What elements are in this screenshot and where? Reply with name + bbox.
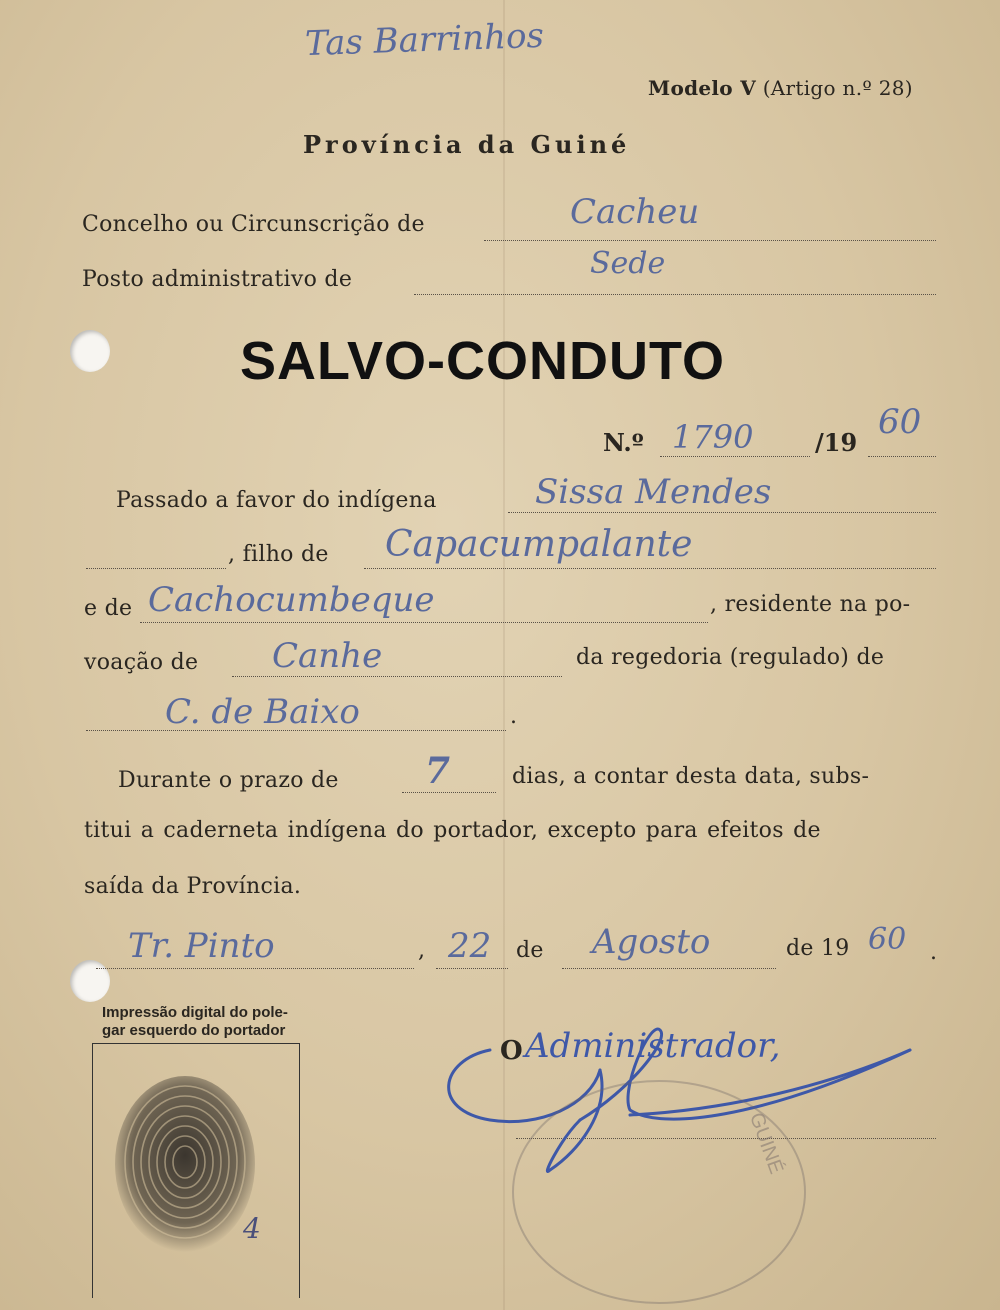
modelo-article: (Artigo n.º 28) [762, 76, 913, 100]
fingerprint-caption-2: gar esquerdo do portador [102, 1022, 286, 1039]
indigena-name: Sissa Mendes [535, 472, 772, 512]
date-day: 22 [448, 926, 492, 966]
date-comma: , [418, 938, 426, 963]
number-label: N.º [603, 428, 644, 457]
filho-dotted-line-left [86, 568, 226, 569]
handwritten-annotation: Tas Barrinhos [304, 15, 545, 65]
passado-label: Passado a favor do indígena [116, 488, 437, 513]
place-dotted-line [96, 968, 414, 969]
concelho-label: Concelho ou Circunscrição de [82, 212, 425, 237]
year-prefix: /19 [815, 428, 858, 457]
concelho-value: Cacheu [570, 192, 700, 232]
date-year: 60 [868, 922, 907, 957]
document-title: SALVO-CONDUTO [240, 331, 725, 391]
date-end: . [930, 940, 938, 965]
regedoria-label: da regedoria (regulado) de [576, 645, 885, 670]
year-dotted-line [868, 456, 936, 457]
concelho-dotted-line [484, 240, 936, 241]
filho-label: , filho de [228, 542, 329, 567]
thumbprint-image [93, 1044, 299, 1298]
povoacao-dotted-line [232, 676, 562, 677]
official-stamp [512, 1080, 806, 1304]
province-heading: Província da Guiné [303, 130, 631, 159]
prazo-dotted-line [402, 792, 496, 793]
date-place: Tr. Pinto [128, 926, 275, 966]
povoacao-value: Canhe [272, 636, 383, 676]
posto-label: Posto administrativo de [82, 267, 353, 292]
fingerprint-mark: 4 [243, 1212, 261, 1245]
regulado-value: C. de Baixo [165, 692, 360, 732]
number-value: 1790 [672, 418, 754, 456]
modelo-label: Modelo V [648, 76, 757, 100]
e-de-label: e de [84, 596, 133, 621]
regulado-end: . [510, 704, 518, 729]
fingerprint-caption-1: Impressão digital do pole- [102, 1004, 288, 1021]
date-de-2: de 19 [786, 936, 850, 961]
fingerprint-box [92, 1043, 300, 1298]
residente-label: , residente na po- [710, 592, 911, 617]
indigena-dotted-line [508, 512, 936, 513]
posto-dotted-line [414, 294, 936, 295]
date-de-1: de [516, 938, 544, 963]
mother-name: Cachocumbeque [148, 580, 435, 620]
father-dotted-line [364, 568, 936, 569]
punch-hole-top [70, 330, 110, 372]
prazo-value: 7 [425, 750, 451, 792]
father-name: Capacumpalante [385, 524, 693, 565]
day-dotted-line [436, 968, 508, 969]
body-line-3: saída da Província. [84, 874, 302, 899]
posto-value: Sede [590, 246, 666, 281]
durante-label: Durante o prazo de [118, 768, 339, 793]
month-dotted-line [562, 968, 776, 969]
date-month: Agosto [592, 922, 711, 962]
punch-hole-bottom [70, 960, 110, 1002]
stamp-text: GUINÉ [744, 1109, 788, 1177]
number-dotted-line [660, 456, 810, 457]
body-line-2: titui a caderneta indígena do portador, excepto para efeitos de [84, 818, 821, 843]
form-model-reference [648, 76, 913, 100]
povoacao-label: voação de [84, 650, 199, 675]
year-value: 60 [878, 402, 922, 442]
mother-dotted-line [140, 622, 708, 623]
signature-title: Administrador, [525, 1026, 781, 1066]
dias-label: dias, a contar desta data, subs- [512, 764, 870, 789]
signature-prefix: O [500, 1036, 523, 1066]
